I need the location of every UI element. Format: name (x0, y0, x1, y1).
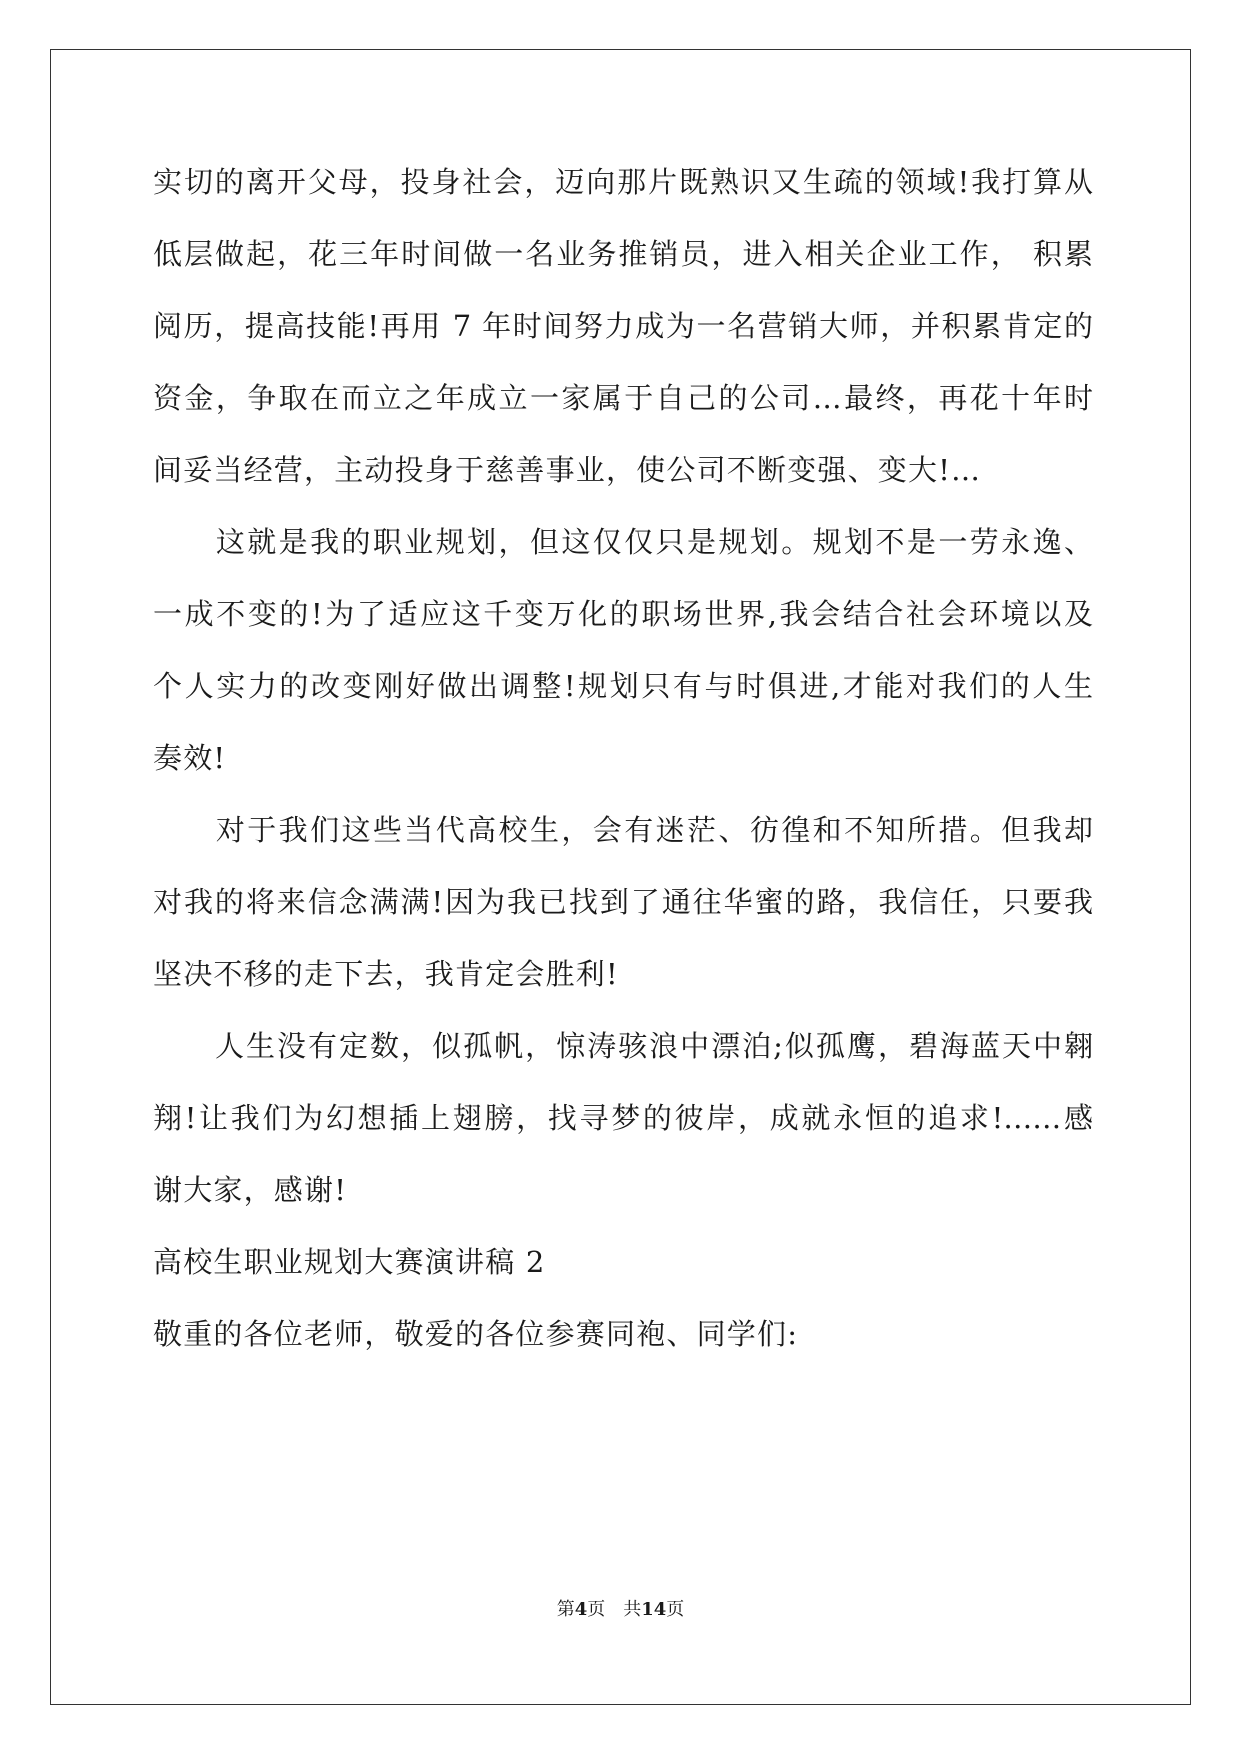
paragraph-line: 人生没有定数，似孤帆，惊涛骇浪中漂泊;似孤鹰，碧海蓝天中翱 (153, 1029, 1093, 1063)
paragraph-line: 实切的离开父母，投身社会，迈向那片既熟识又生疏的领域!我打算从 (153, 165, 1093, 199)
page-border (50, 49, 1191, 1705)
paragraph-line: 阅历，提高技能!再用 7 年时间努力成为一名营销大师，并积累肯定的 (153, 309, 1093, 343)
paragraph-line: 坚决不移的走下去，我肯定会胜利! (153, 957, 619, 991)
paragraph-line: 低层做起，花三年时间做一名业务推销员，进入相关企业工作， 积累 (153, 237, 1093, 271)
page-prefix: 第 (556, 1599, 575, 1620)
paragraph-line: 对于我们这些当代高校生，会有迷茫、彷徨和不知所措。但我却 (153, 813, 1093, 847)
paragraph-line: 一成不变的!为了适应这千变万化的职场世界,我会结合社会环境以及 (153, 597, 1093, 631)
total-pages: 14 (641, 1599, 667, 1620)
salutation-line: 敬重的各位老师，敬爱的各位参赛同袍、同学们: (153, 1317, 799, 1351)
total-suffix: 页 (666, 1599, 685, 1620)
page-suffix: 页 (587, 1599, 606, 1620)
paragraph-line: 对我的将来信念满满!因为我已找到了通往华蜜的路，我信任，只要我 (153, 885, 1093, 919)
paragraph-line: 奏效! (153, 741, 227, 775)
page-number: 4 (574, 1599, 588, 1620)
paragraph-line: 资金，争取在而立之年成立一家属于自己的公司…最终，再花十年时 (153, 381, 1093, 415)
paragraph-line: 间妥当经营，主动投身于慈善事业，使公司不断变强、变大!… (153, 453, 982, 487)
paragraph-line: 这就是我的职业规划，但这仅仅只是规划。规划不是一劳永逸、 (153, 525, 1093, 559)
paragraph-line: 谢大家，感谢! (153, 1173, 348, 1207)
section-heading: 高校生职业规划大赛演讲稿 2 (153, 1245, 546, 1279)
paragraph-line: 翔!让我们为幻想插上翅膀，找寻梦的彼岸，成就永恒的追求!……感 (153, 1101, 1093, 1135)
paragraph-line: 个人实力的改变刚好做出调整!规划只有与时俱进,才能对我们的人生 (153, 669, 1093, 703)
page-footer (0, 1598, 1241, 1622)
total-prefix: 共 (623, 1599, 642, 1620)
